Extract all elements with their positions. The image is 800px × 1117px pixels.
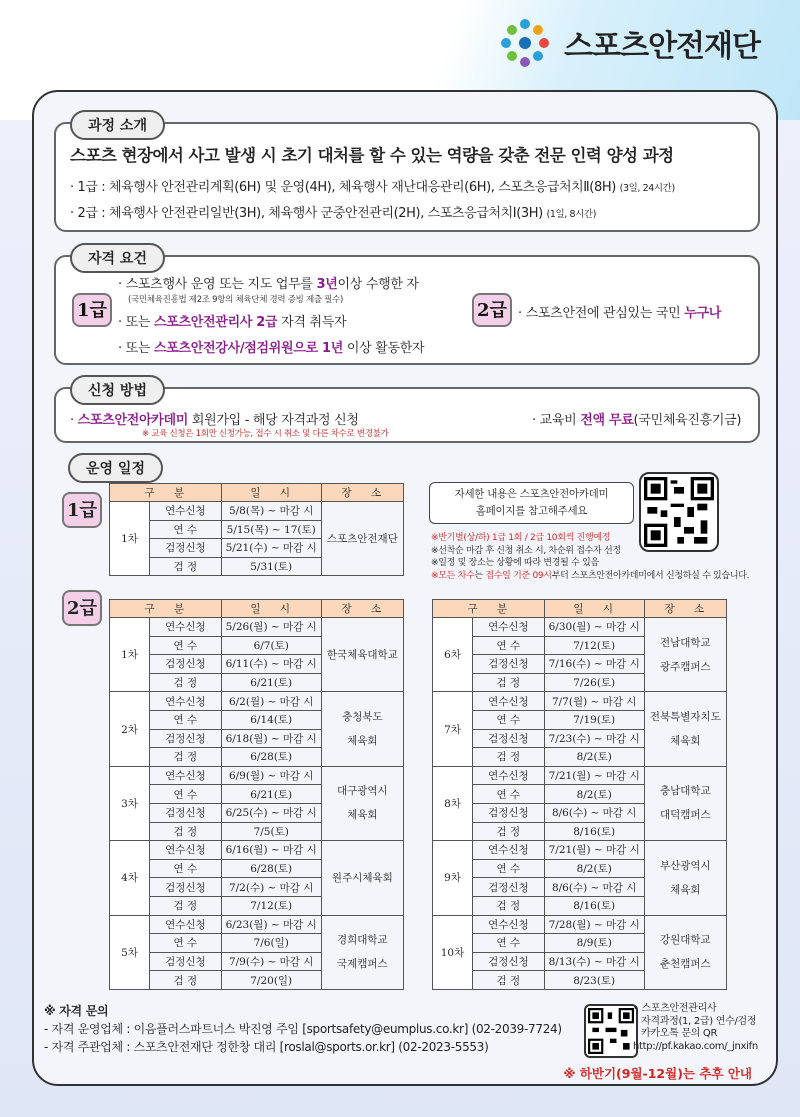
place-cell — [321, 915, 403, 989]
note4-a: ※모든 차수 — [431, 570, 475, 581]
kind-cell: 연수신청 — [150, 618, 222, 637]
kind-cell: 연 수 — [150, 859, 222, 878]
place-line1: 원주시체육회 — [331, 871, 393, 884]
qual-grade1-line1 — [118, 273, 419, 292]
table-row — [110, 915, 404, 934]
date-cell: 7/12(토) — [221, 896, 321, 915]
date-cell: 6/16(월) ~ 마감 시 — [221, 841, 321, 860]
round-cell: 6차 — [433, 618, 473, 692]
schedule-header-row — [110, 484, 404, 502]
apply-tag: 신청 방법 — [70, 375, 165, 405]
date-cell: 8/16(토) — [544, 896, 644, 915]
date-cell: 7/12(토) — [544, 636, 644, 655]
date-cell: 7/19(토) — [544, 710, 644, 729]
header-date: 일 시 — [221, 484, 321, 502]
table-row — [433, 915, 727, 934]
date-cell: 6/23(월) ~ 마감 시 — [221, 915, 321, 934]
main-frame — [32, 90, 778, 1086]
callout-line2: 홈페이지를 참고해주세요 — [475, 505, 588, 517]
date-cell: 8/9(토) — [544, 934, 644, 953]
date-cell: 6/9(월) ~ 마감 시 — [221, 766, 321, 785]
date-cell: 7/6(일) — [221, 934, 321, 953]
kind-cell: 검정신청 — [473, 655, 545, 674]
place-line2: 체육회 — [347, 735, 378, 748]
kind-cell: 연수신청 — [150, 915, 222, 934]
place-line1: 충남대학교 — [659, 785, 711, 798]
intro-grade2-text: · 2급 : 체육행사 안전관리일반(3H), 체육행사 군중안전관리(2H), 스포츠응급처치Ⅰ(3H) — [70, 206, 543, 221]
qual-grade1-line3 — [118, 337, 424, 356]
date-cell: 6/11(수) ~ 마감 시 — [221, 655, 321, 674]
table-row — [110, 692, 404, 711]
place-line2: 대덕캠퍼스 — [659, 809, 711, 822]
kind-cell: 검 정 — [473, 673, 545, 692]
intro-headline: 스포츠 현장에서 사고 발생 시 초기 대처를 할 수 있는 역량을 갖춘 전문 인력 양성 과정 — [70, 146, 674, 165]
qual-grade2-badge — [472, 293, 512, 327]
kind-cell: 검 정 — [150, 896, 222, 915]
date-cell: 8/16(토) — [544, 822, 644, 841]
date-cell: 6/18(월) ~ 마감 시 — [221, 729, 321, 748]
contact-info — [44, 1002, 562, 1056]
kind-cell: 검 정 — [150, 673, 222, 692]
kind-cell: 연수신청 — [473, 841, 545, 860]
date-cell: 7/28(월) ~ 마감 시 — [544, 915, 644, 934]
apply-b1: · 교육비 — [532, 413, 581, 428]
date-cell: 7/20(일) — [221, 971, 321, 990]
date-cell: 5/31(토) — [221, 557, 321, 576]
grade2-schedule-table-left — [109, 599, 404, 990]
kind-cell: 검정신청 — [150, 729, 222, 748]
header-date: 일 시 — [221, 600, 321, 618]
apply-academy-link: 스포츠안전아카데미 — [77, 413, 188, 428]
kakao-qr-icon — [588, 1008, 634, 1054]
date-cell: 8/2(토) — [544, 785, 644, 804]
contact-organizer: - 자격 주관업체 : 스포츠안전재단 정한창 대리 [roslal@sports.or.kr] (02-2023-5553) — [44, 1040, 489, 1054]
qual-l2c: 자격 취득자 — [277, 315, 347, 330]
grade2-badge-label: 2급 — [472, 293, 512, 327]
kind-cell: 검정신청 — [150, 803, 222, 822]
kind-cell: 검정신청 — [150, 655, 222, 674]
qual-l3a: · 또는 — [118, 341, 155, 356]
kind-cell: 검정신청 — [473, 952, 545, 971]
second-half-note: ※ 하반기(9월-12월)는 추후 안내 — [563, 1066, 752, 1081]
table-row — [110, 502, 404, 521]
kind-cell: 연수신청 — [473, 766, 545, 785]
kind-cell: 검정신청 — [473, 729, 545, 748]
qual-grade2-line — [518, 302, 721, 321]
round-cell: 9차 — [433, 841, 473, 915]
header-category: 구 분 — [110, 600, 222, 618]
section-qualification — [54, 251, 760, 365]
date-cell: 7/5(토) — [221, 822, 321, 841]
header-place: 장 소 — [321, 600, 403, 618]
apply-a1c: 회원가입 - 해당 자격과정 신청 — [188, 413, 359, 428]
kakao-line2: 자격과정(1, 2급) 연수/검정 — [641, 1015, 757, 1027]
header-category: 구 분 — [433, 600, 545, 618]
kind-cell: 검 정 — [473, 822, 545, 841]
date-cell: 7/7(월) ~ 마감 시 — [544, 692, 644, 711]
kind-cell: 연 수 — [473, 859, 545, 878]
kakao-line3: 카카오톡 문의 QR — [641, 1028, 718, 1039]
qual-l3c: 이상 활동한자 — [343, 341, 425, 356]
kind-cell: 연 수 — [150, 636, 222, 655]
place-cell — [644, 692, 726, 766]
kakao-link[interactable]: http://pf.kakao.com/_jnxifn — [633, 1040, 758, 1052]
date-cell: 6/28(토) — [221, 748, 321, 767]
date-cell: 6/21(토) — [221, 785, 321, 804]
kind-cell: 검정신청 — [150, 878, 222, 897]
qual-l1c: 이상 수행한 자 — [337, 277, 419, 292]
intro-grade1-hours: (3일, 24시간) — [619, 183, 675, 194]
homepage-callout — [429, 482, 634, 524]
date-cell: 5/8(목) ~ 마감 시 — [221, 502, 321, 521]
apply-b1c: (국민체육진흥기금) — [633, 413, 742, 428]
kind-cell: 연수신청 — [150, 692, 222, 711]
round-cell: 2차 — [110, 692, 150, 766]
place-line2: 춘천캠퍼스 — [659, 958, 711, 971]
section-intro — [54, 118, 760, 232]
date-cell: 6/2(월) ~ 마감 시 — [221, 692, 321, 711]
qualification-tag: 자격 요건 — [70, 243, 165, 273]
intro-grade2-hours: (1일, 8시간) — [546, 209, 597, 220]
date-cell: 8/6(수) ~ 마감 시 — [544, 878, 644, 897]
date-cell: 7/21(월) ~ 마감 시 — [544, 841, 644, 860]
date-cell: 8/2(토) — [544, 859, 644, 878]
date-cell: 6/25(수) ~ 마감 시 — [221, 803, 321, 822]
schedule-grade2-badge: 2급 — [62, 590, 102, 626]
date-cell: 8/23(토) — [544, 971, 644, 990]
apply-method-line — [70, 409, 359, 428]
kind-cell: 검 정 — [473, 971, 545, 990]
table-row — [433, 692, 727, 711]
note4-d: 부터 스포츠안전아카데미에서 신청하실 수 있습니다. — [551, 570, 750, 581]
apply-a1: · — [70, 413, 78, 428]
kind-cell: 연수신청 — [473, 915, 545, 934]
qual-grade1-note: (국민체육진흥법 제2조 9항의 체육단체 경력 증빙 제출 필수) — [128, 295, 344, 305]
kind-cell: 연수신청 — [150, 502, 222, 521]
round-cell: 10차 — [433, 915, 473, 989]
table-row — [433, 841, 727, 860]
place-line2: 체육회 — [347, 809, 378, 822]
header-category: 구 분 — [110, 484, 222, 502]
date-cell: 7/21(월) ~ 마감 시 — [544, 766, 644, 785]
kind-cell: 연 수 — [150, 520, 222, 539]
apply-note: ※ 교육 신청은 1회만 신청가능, 접수 시 취소 및 다른 차수로 변경불가 — [142, 429, 389, 439]
kakao-qr-code[interactable] — [584, 1004, 638, 1058]
kind-cell: 검 정 — [150, 971, 222, 990]
header-place: 장 소 — [321, 484, 403, 502]
intro-grade1-text: · 1급 : 체육행사 안전관리계획(6H) 및 운영(4H), 체육행사 재난대응관리(6H), 스포츠응급처치Ⅱ(8H) — [70, 180, 616, 195]
table-row — [110, 618, 404, 637]
date-cell: 6/30(월) ~ 마감 시 — [544, 618, 644, 637]
kind-cell: 검 정 — [473, 896, 545, 915]
schedule-note-4 — [431, 570, 749, 583]
note4-c: 접수일 기준 09시 — [485, 570, 552, 581]
place-line1: 한국체육대학교 — [326, 648, 398, 661]
date-cell: 7/23(수) ~ 마감 시 — [544, 729, 644, 748]
kind-cell: 연 수 — [473, 934, 545, 953]
apply-b1b: 전액 무료 — [580, 413, 634, 428]
contact-operator: - 자격 운영업체 : 이음플러스파트너스 박진영 주임 [sportsafety@eumplus.co.kr] (02-2039-7724) — [44, 1022, 562, 1036]
qual-l1b: 3년 — [316, 277, 338, 292]
place-line2: 체육회 — [670, 883, 701, 896]
date-cell: 6/21(토) — [221, 673, 321, 692]
kind-cell: 연수신청 — [150, 766, 222, 785]
intro-tag: 과정 소개 — [70, 110, 165, 140]
place-line2: 체육회 — [670, 735, 701, 748]
grade1-badge-label: 1급 — [72, 293, 112, 327]
date-cell: 5/15(목) ~ 17(토) — [221, 520, 321, 539]
grade1-schedule-table — [109, 483, 404, 576]
place-cell — [321, 692, 403, 766]
contact-title: ※ 자격 문의 — [44, 1004, 109, 1018]
schedule-header-row — [110, 600, 404, 618]
org-name: 스포츠안전재단 — [564, 29, 760, 64]
place-cell — [644, 841, 726, 915]
qual-r1b: 누구나 — [684, 306, 722, 321]
kind-cell: 검 정 — [150, 748, 222, 767]
qual-l2a: · 또는 — [118, 315, 155, 330]
place-line1: 강원대학교 — [659, 934, 711, 947]
schedule-notes — [431, 532, 749, 582]
schedule-note-1: ※반기별(상/하) 1급 1회 / 2급 10회씩 진행예정 — [431, 533, 611, 543]
grade2-schedule-table-right — [432, 599, 727, 990]
round-cell: 1차 — [110, 502, 150, 576]
foundation-logo-icon — [494, 12, 556, 74]
date-cell: 6/28(토) — [221, 859, 321, 878]
round-cell: 3차 — [110, 766, 150, 840]
header-place: 장 소 — [644, 600, 726, 618]
kind-cell: 검 정 — [150, 822, 222, 841]
place-cell — [644, 915, 726, 989]
section-apply — [54, 383, 760, 443]
kind-cell: 연수신청 — [473, 618, 545, 637]
date-cell: 7/2(수) ~ 마감 시 — [221, 878, 321, 897]
kakao-info — [633, 1003, 758, 1053]
date-cell: 6/14(토) — [221, 710, 321, 729]
date-cell: 5/21(수) ~ 마감 시 — [221, 539, 321, 558]
intro-grade1-line — [70, 176, 675, 195]
place-cell — [644, 618, 726, 692]
place-line1: 전남대학교 — [659, 636, 711, 649]
date-cell: 7/16(수) ~ 마감 시 — [544, 655, 644, 674]
kind-cell: 검 정 — [150, 557, 222, 576]
schedule-header-row — [433, 600, 727, 618]
kind-cell: 검정신청 — [473, 878, 545, 897]
schedule-note-3: ※일정 및 장소는 상황에 따라 변경될 수 있음 — [431, 558, 599, 568]
round-cell: 8차 — [433, 766, 473, 840]
qual-l3b: 스포츠안전강사/점검위원으로 1년 — [154, 341, 344, 356]
qual-r1a: · 스포츠안전에 관심있는 국민 — [518, 306, 685, 321]
note4-b: 는 — [474, 570, 486, 581]
place-cell — [321, 766, 403, 840]
table-row — [433, 766, 727, 785]
place-line1: 전북특별자치도 — [649, 711, 721, 724]
date-cell: 8/13(수) ~ 마감 시 — [544, 952, 644, 971]
apply-fee-line — [532, 409, 741, 428]
qual-l2b: 스포츠안전관리사 2급 — [154, 315, 278, 330]
date-cell: 7/26(토) — [544, 673, 644, 692]
qual-l1a: · 스포츠행사 운영 또는 지도 업무를 — [118, 277, 317, 292]
round-cell: 7차 — [433, 692, 473, 766]
intro-grade2-line — [70, 202, 596, 221]
place-line2: 국제캠퍼스 — [336, 958, 388, 971]
table-row — [110, 841, 404, 860]
kind-cell: 연 수 — [473, 636, 545, 655]
org-logo — [494, 12, 760, 74]
schedule-note-2: ※선착순 마감 후 신청 취소 시, 차순위 접수자 선정 — [431, 545, 621, 556]
date-cell: 8/2(토) — [544, 748, 644, 767]
place-line1: 부산광역시 — [659, 859, 711, 872]
round-cell: 5차 — [110, 915, 150, 989]
kind-cell: 연 수 — [473, 710, 545, 729]
kind-cell: 검정신청 — [150, 952, 222, 971]
place-line1: 스포츠안전재단 — [326, 532, 398, 545]
place-line2: 광주캠퍼스 — [659, 660, 711, 673]
kind-cell: 검 정 — [473, 748, 545, 767]
place-cell — [321, 841, 403, 915]
kind-cell: 검정신청 — [150, 539, 222, 558]
place-line1: 경희대학교 — [336, 934, 388, 947]
round-cell: 1차 — [110, 618, 150, 692]
kind-cell: 연 수 — [150, 785, 222, 804]
kind-cell: 연 수 — [150, 934, 222, 953]
date-cell: 5/26(월) ~ 마감 시 — [221, 618, 321, 637]
header-date: 일 시 — [544, 600, 644, 618]
kind-cell: 연수신청 — [473, 692, 545, 711]
qual-grade1-badge — [72, 293, 112, 327]
place-cell — [644, 766, 726, 840]
round-cell: 4차 — [110, 841, 150, 915]
schedule-grade1-badge: 1급 — [62, 492, 102, 528]
schedule-tag: 운영 일정 — [68, 453, 163, 483]
table-row — [433, 618, 727, 637]
qual-grade1-line2 — [118, 311, 346, 330]
place-cell — [321, 618, 403, 692]
table-row — [110, 766, 404, 785]
place-line1: 대구광역시 — [336, 785, 388, 798]
place-line1: 충청북도 — [342, 711, 383, 724]
kind-cell: 연 수 — [150, 710, 222, 729]
kind-cell: 검정신청 — [473, 803, 545, 822]
kakao-line1: • 스포츠안전관리사 — [633, 1003, 717, 1014]
place-cell — [321, 502, 403, 576]
date-cell: 6/7(토) — [221, 636, 321, 655]
kind-cell: 연 수 — [473, 785, 545, 804]
date-cell: 8/6(수) ~ 마감 시 — [544, 803, 644, 822]
date-cell: 7/9(수) ~ 마감 시 — [221, 952, 321, 971]
kind-cell: 연수신청 — [150, 841, 222, 860]
callout-line1: 자세한 내용은 스포츠안전아카데미 — [454, 488, 609, 500]
